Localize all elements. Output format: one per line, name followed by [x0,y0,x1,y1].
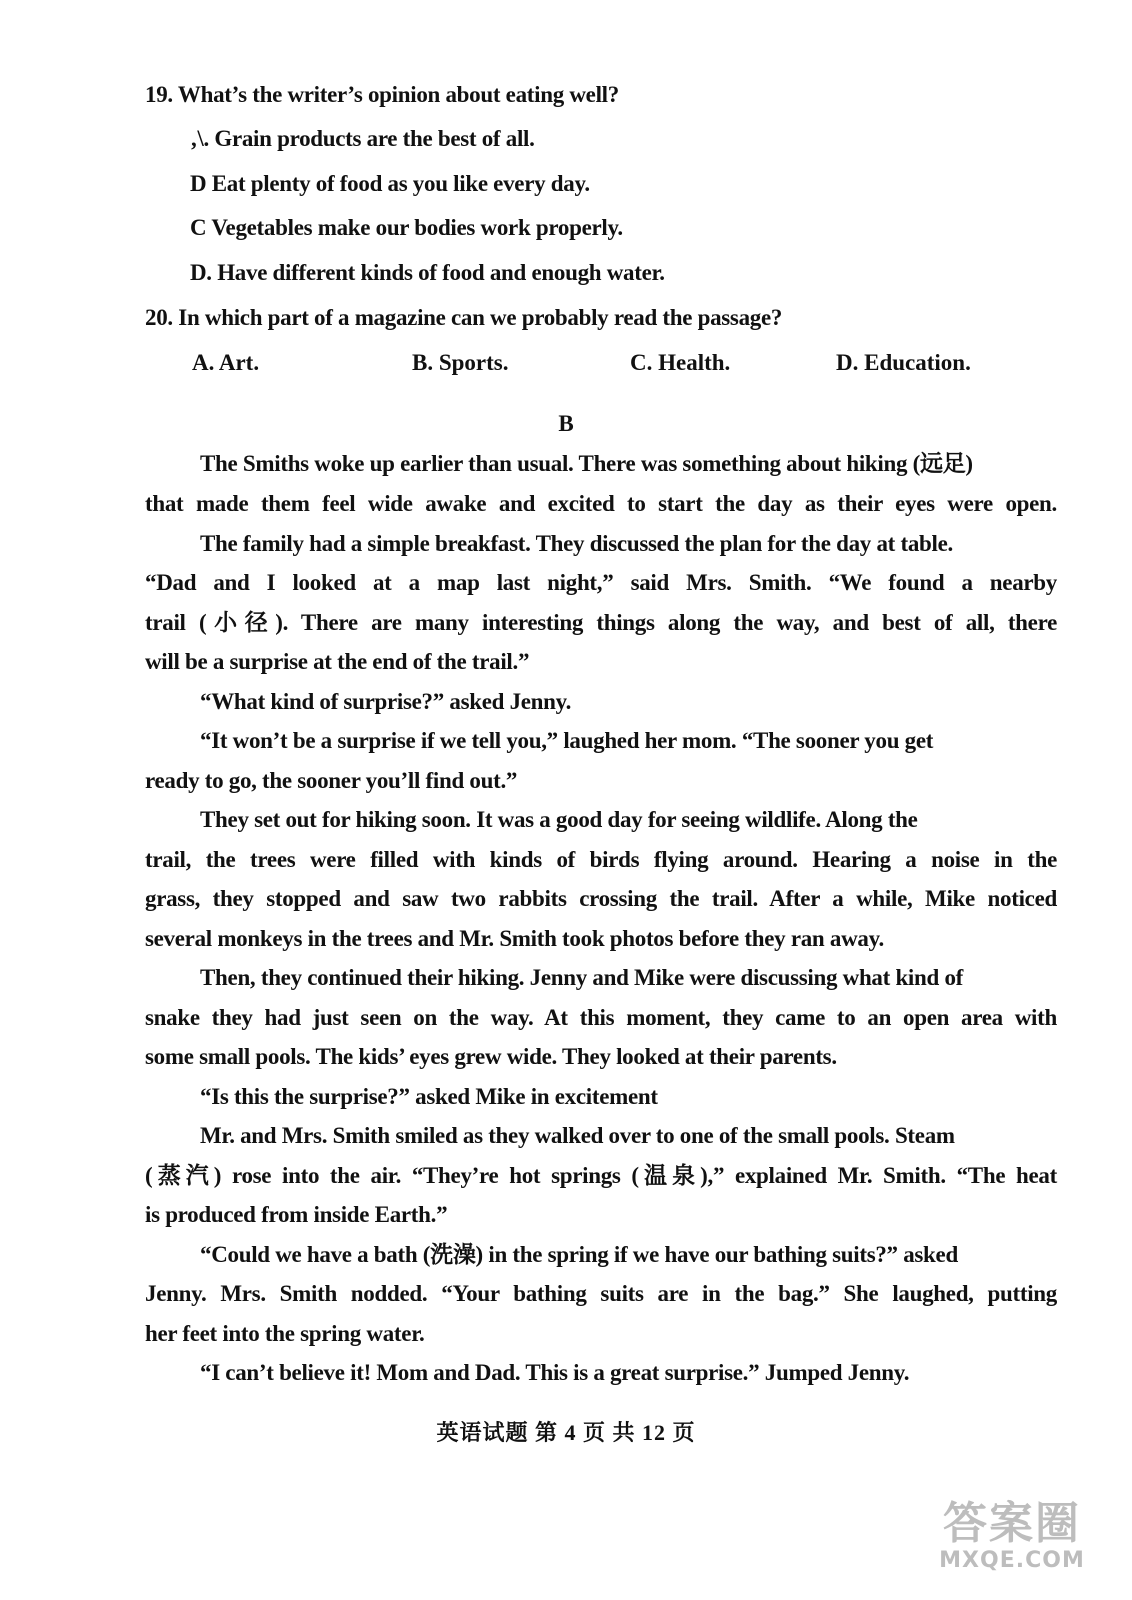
question-19-option-b: D Eat plenty of food as you like every day. [190,171,590,196]
passage-line: “Could we have a bath (洗澡) in the spring if we have our bathing suits?” asked [200,1242,958,1267]
section-heading: B [558,411,574,436]
question-20-choice-d: D. Education. [836,350,971,375]
passage-line: “What kind of surprise?” asked Jenny. [200,689,572,714]
passage-line: several monkeys in the trees and Mr. Smith took photos before they ran away. [145,926,884,951]
passage-line: grass, they stopped and saw two rabbits crossing the trail. After a while, Mike noticed [145,886,1057,911]
passage-line: that made them feel wide awake and excited to start the day as their eyes were open. [145,491,1057,516]
passage-line: (蒸汽) rose into the air. “They’re hot springs (温泉),” explained Mr. Smith. “The heat [145,1163,1057,1188]
passage-line: Jenny. Mrs. Smith nodded. “Your bathing suits are in the bag.” She laughed, putting [145,1281,1057,1306]
watermark-url: MXQE.COM [939,1548,1085,1573]
passage-line: They set out for hiking soon. It was a good day for seeing wildlife. Along the [200,807,918,832]
passage-line: snake they had just seen on the way. At this moment, they came to an open area with [145,1005,1057,1030]
question-20-stem: 20. In which part of a magazine can we probably read the passage? [145,305,783,330]
passage-line: trail (小径). There are many interesting things along the way, and best of all, there [145,610,1057,635]
watermark-title: 答案圈 [943,1498,1081,1549]
watermark-logo [932,1500,1092,1580]
passage-line: The Smiths woke up earlier than usual. There was something about hiking (远足) [200,451,973,476]
passage-line: her feet into the spring water. [145,1321,425,1346]
page-footer: 英语试题 第 4 页 共 12 页 [436,1420,696,1445]
question-19-option-c: C Vegetables make our bodies work properly. [190,215,623,240]
passage-line: “Dad and I looked at a map last night,” said Mrs. Smith. “We found a nearby [145,570,1057,595]
passage-line: ready to go, the sooner you’ll find out.” [145,768,518,793]
passage-line: trail, the trees were filled with kinds of birds flying around. Hearing a noise in the [145,847,1057,872]
question-20-choice-a: A. Art. [192,350,260,375]
passage-line: some small pools. The kids’ eyes grew wide. They looked at their parents. [145,1044,837,1069]
question-20-choice-b: B. Sports. [412,350,509,375]
passage-line: is produced from inside Earth.” [145,1202,448,1227]
passage-line: Then, they continued their hiking. Jenny and Mike were discussing what kind of [200,965,964,990]
passage-line: Mr. and Mrs. Smith smiled as they walked over to one of the small pools. Steam [200,1123,955,1148]
passage-line: “It won’t be a surprise if we tell you,” laughed her mom. “The sooner you get [200,728,934,753]
question-19-stem: 19. What’s the writer’s opinion about eating well? [145,82,619,107]
question-19-option-d: D. Have different kinds of food and enough water. [190,260,665,285]
passage-line: will be a surprise at the end of the trail.” [145,649,530,674]
passage-line: “I can’t believe it! Mom and Dad. This is a great surprise.” Jumped Jenny. [200,1360,910,1385]
passage-line: The family had a simple breakfast. They discussed the plan for the day at table. [200,531,953,556]
question-20-choice-c: C. Health. [630,350,731,375]
passage-line: “Is this the surprise?” asked Mike in excitement [200,1084,658,1109]
question-19-option-a: ‚\. Grain products are the best of all. [190,126,535,151]
